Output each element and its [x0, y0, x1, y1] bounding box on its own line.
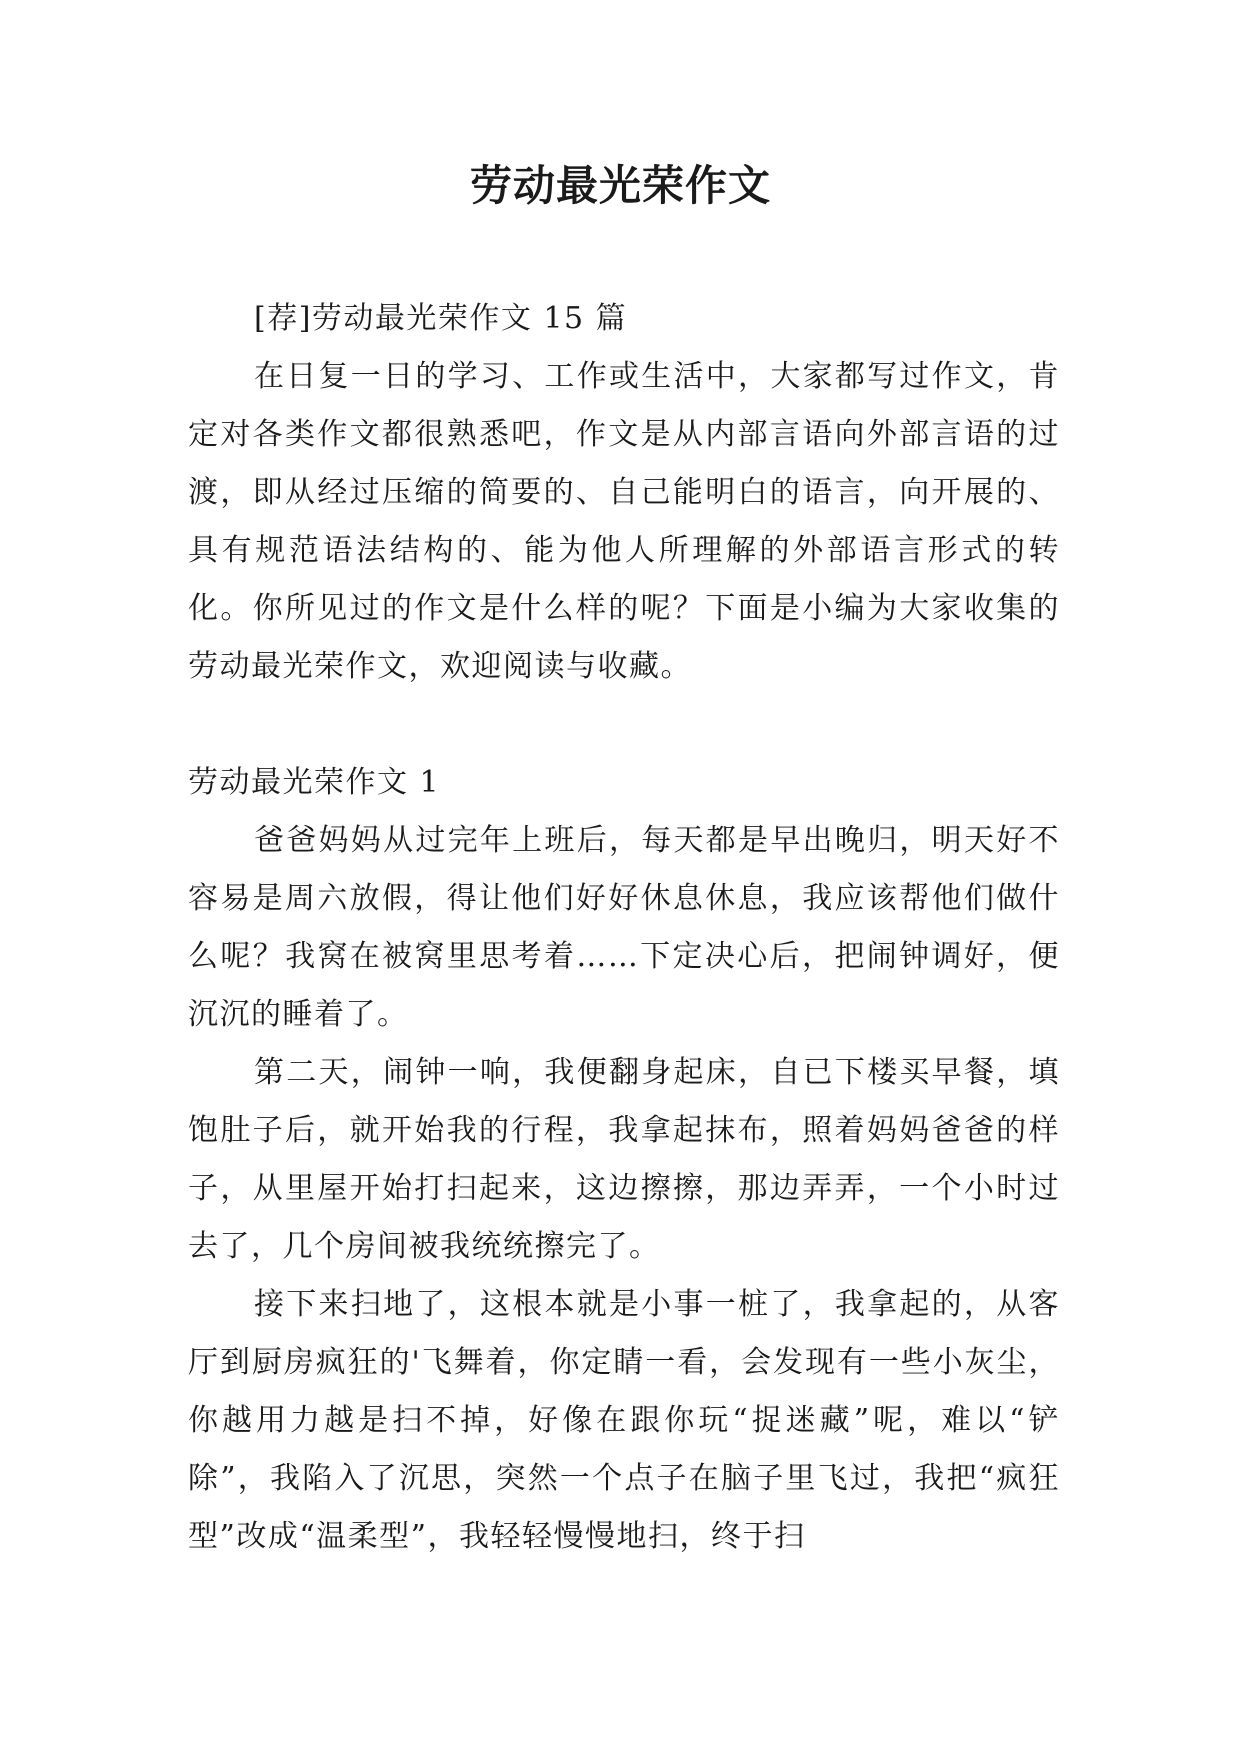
section-spacer	[188, 696, 1060, 754]
intro-paragraph: 在日复一日的学习、工作或生活中，大家都写过作文，肯定对各类作文都很熟悉吧，作文是从内部言语向外部言语的过渡，即从经过压缩的简要的、自己能明白的语言，向开展的、具有规范语法结构的、能为他人所理解的外部语言形式的转化。你所见过的作文是什么样的呢？下面是小编为大家收集的劳动最光荣作文，欢迎阅读与收藏。	[188, 359, 1060, 684]
section-paragraph: 接下来扫地了，这根本就是小事一桩了，我拿起的，从客厅到厨房疯狂的'飞舞着，你定睛一看，会发现有一些小灰尘，你越用力越是扫不掉，好像在跟你玩“捉迷藏”呢，难以“铲除”，我陷入了沉思，突然一个点子在脑子里飞过，我把“疯狂型”改成“温柔型”，我轻轻慢慢地扫，终于扫	[188, 1287, 1060, 1554]
section-paragraph: 爸爸妈妈从过完年上班后，每天都是早出晚归，明天好不容易是周六放假，得让他们好好休息休息，我应该帮他们做什么呢？我窝在被窝里思考着……下定决心后，把闹钟调好，便沉沉的睡着了。	[188, 823, 1060, 1032]
document-body	[188, 290, 1060, 1566]
section-paragraph: 第二天，闹钟一响，我便翻身起床，自已下楼买早餐，填饱肚子后，就开始我的行程，我拿起抹布，照着妈妈爸爸的样子，从里屋开始打扫起来，这边擦擦，那边弄弄，一个小时过去了，几个房间被我统统擦完了。	[188, 1055, 1060, 1264]
page-title: 劳动最光荣作文	[469, 161, 771, 210]
article-subtitle: [荐]劳动最光荣作文 15 篇	[254, 301, 628, 336]
section-heading: 劳动最光荣作文 1	[188, 765, 441, 800]
